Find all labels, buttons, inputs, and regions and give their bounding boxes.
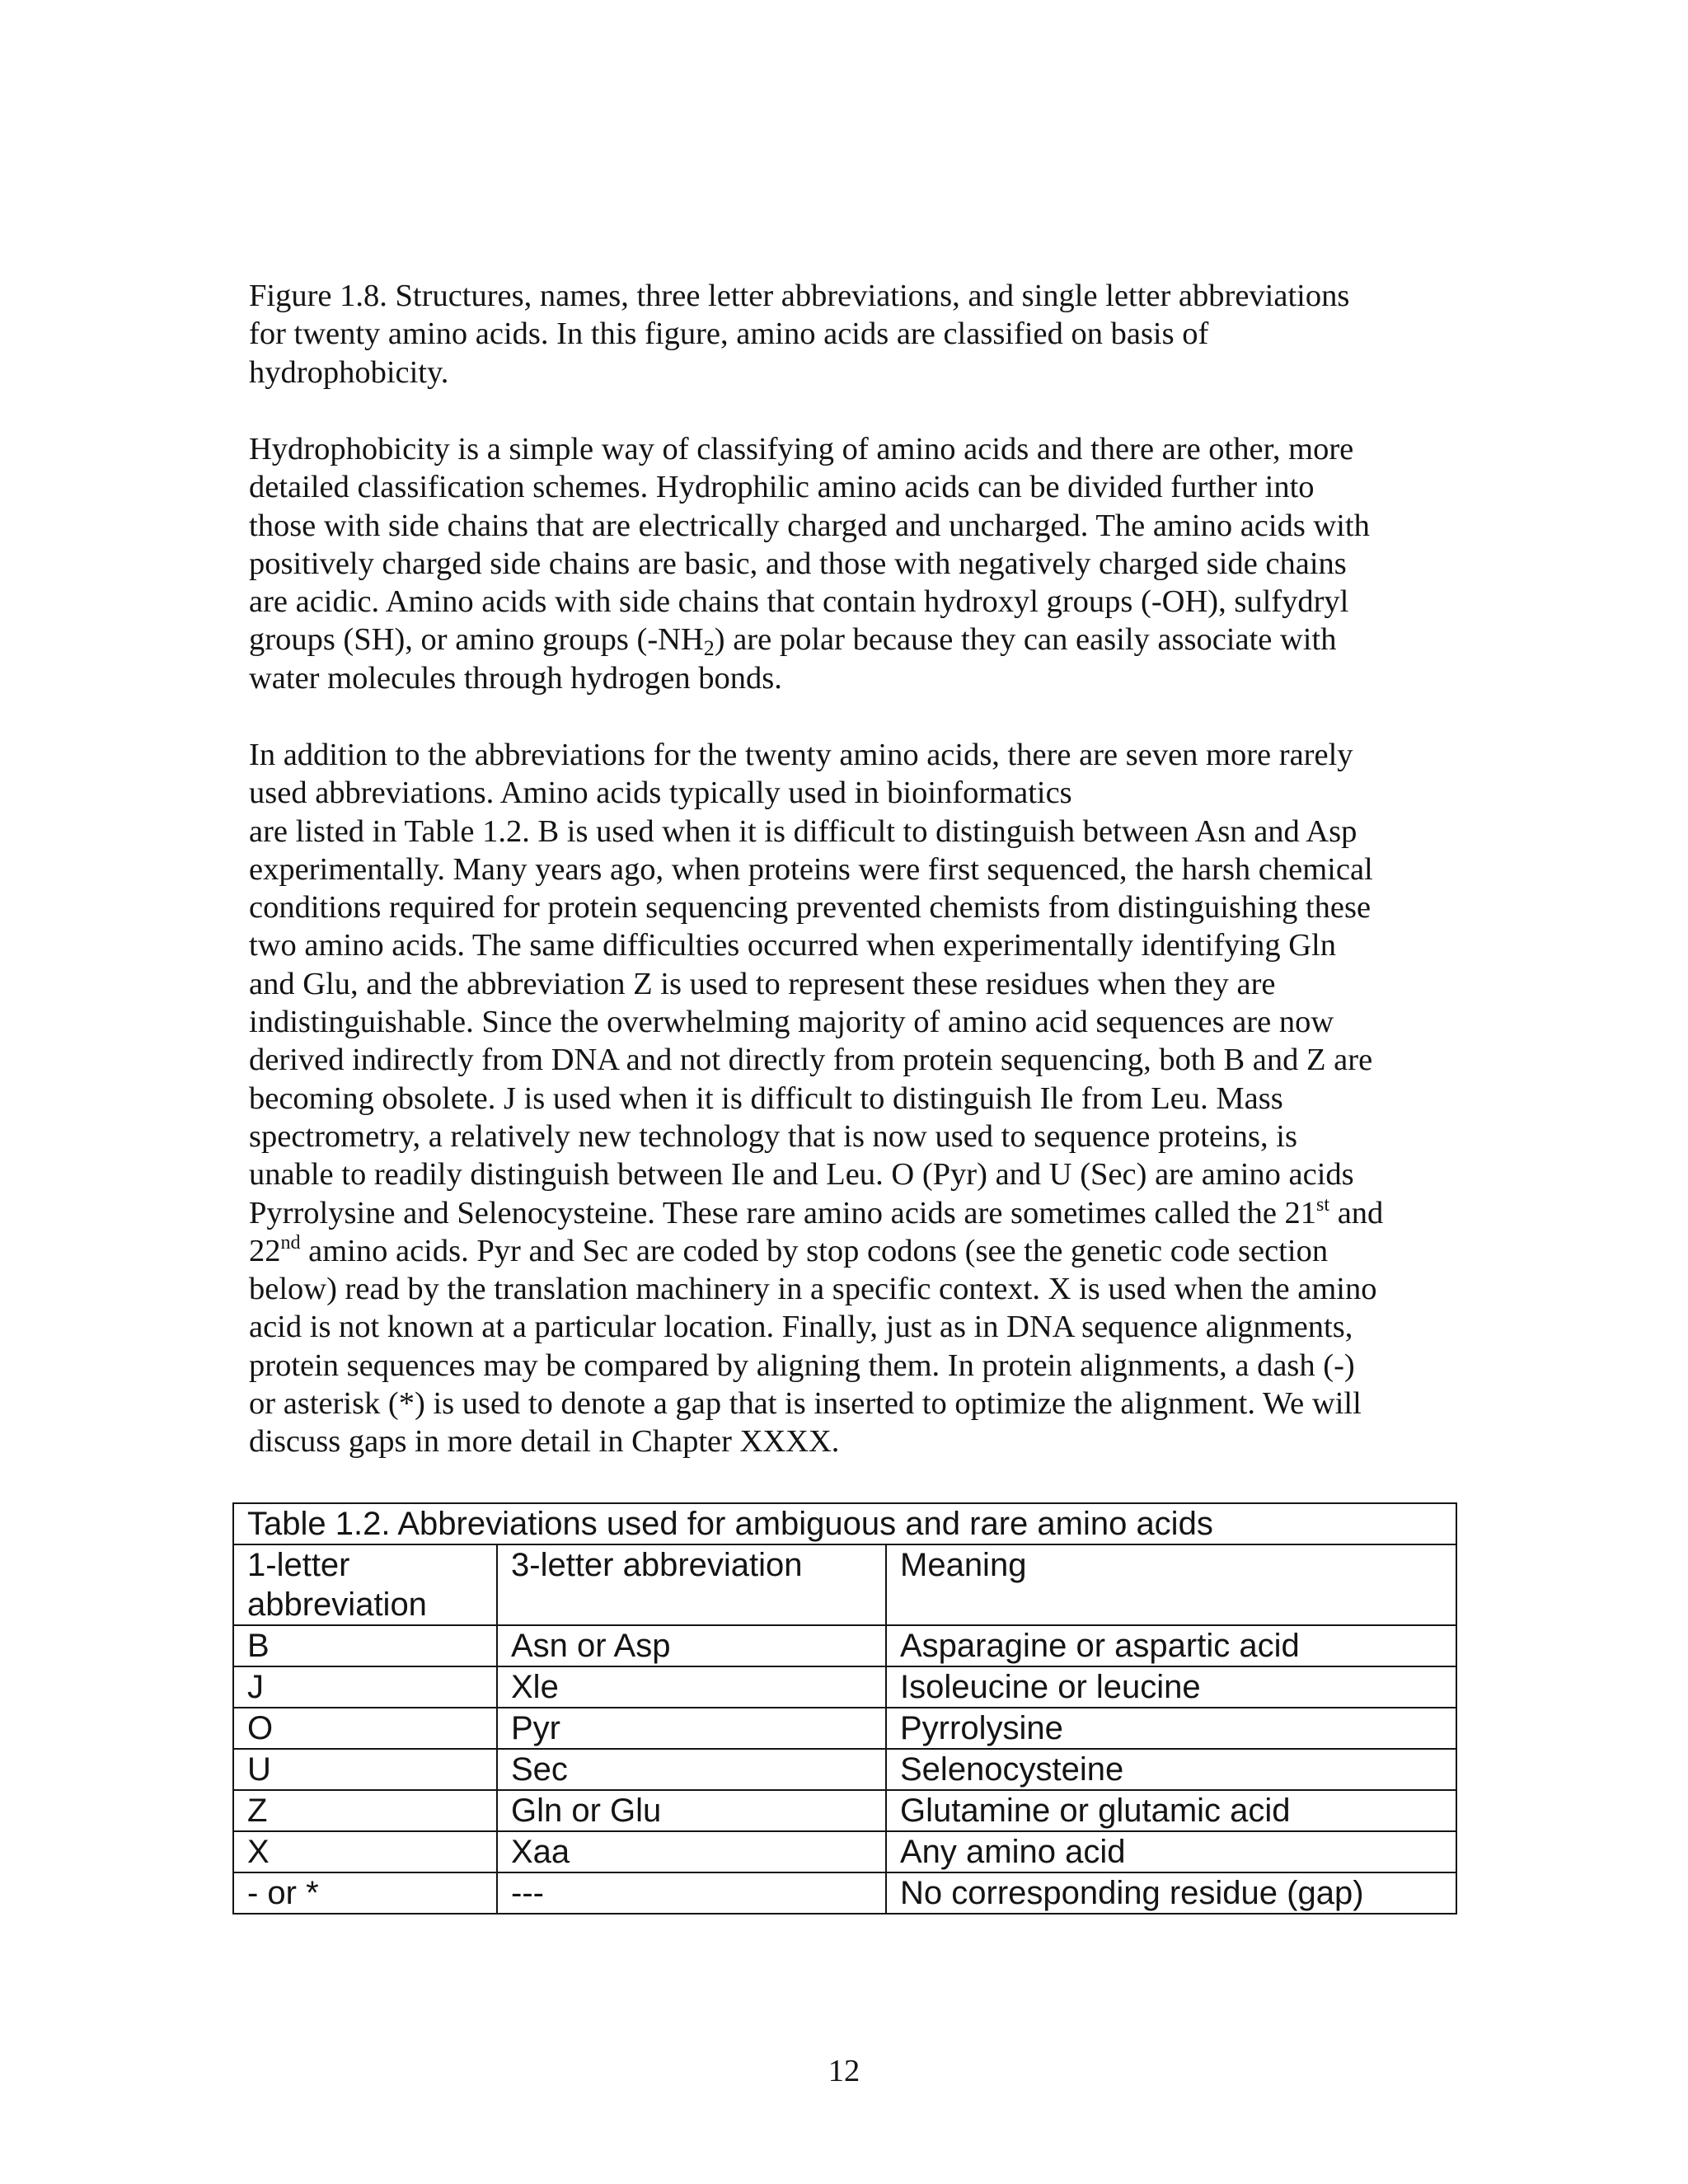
column-header-meaning: Meaning	[886, 1544, 1456, 1625]
table-cell: Any amino acid	[886, 1831, 1456, 1872]
nh2-text-after: ) are polar because they can easily associate with	[714, 622, 1337, 658]
table-cell: B	[233, 1625, 497, 1666]
paragraph-line: indistinguishable. Since the overwhelming majority of amino acid sequences are now	[249, 1005, 1334, 1040]
table-cell: U	[233, 1749, 497, 1790]
paragraph-line: below) read by the translation machinery in a specific context. X is used when the amino	[249, 1272, 1377, 1307]
paragraph-line: positively charged side chains are basic, and those with negatively charged side chains	[249, 546, 1347, 581]
paragraph-line	[249, 621, 1452, 661]
figure-caption	[249, 277, 1452, 391]
table-cell: J	[233, 1666, 497, 1708]
paragraph-line: are listed in Table 1.2. B is used when it is difficult to distinguish between Asn and Asp	[249, 813, 1357, 849]
table-cell: Glutamine or glutamic acid	[886, 1790, 1456, 1831]
paragraph-abbreviations	[249, 736, 1452, 1461]
table-cell: Selenocysteine	[886, 1749, 1456, 1790]
paragraph-line: unable to readily distinguish between Ile and Leu. O (Pyr) and U (Sec) are amino acids	[249, 1157, 1354, 1193]
paragraph-line: and Glu, and the abbreviation Z is used to represent these residues when they are	[249, 966, 1276, 1001]
paragraph-line	[249, 1232, 1452, 1270]
paragraph-line: detailed classification schemes. Hydrophilic amino acids can be divided further into	[249, 470, 1315, 505]
abbreviations-table	[232, 1502, 1457, 1915]
ordinal-text-after: amino acids. Pyr and Sec are coded by stop codons (see the genetic code section	[300, 1233, 1329, 1268]
table-cell: Asn or Asp	[497, 1625, 886, 1666]
table-row	[233, 1625, 1456, 1666]
table-header-row	[233, 1544, 1456, 1625]
paragraph-line: protein sequences may be compared by aligning them. In protein alignments, a dash (-)	[249, 1347, 1355, 1383]
ordinal-superscript: st	[1316, 1193, 1330, 1216]
nh2-text-before: groups (SH), or amino groups (-NH	[249, 622, 704, 658]
table-row	[233, 1831, 1456, 1872]
table-row	[233, 1749, 1456, 1790]
paragraph-line: Hydrophobicity is a simple way of classifying of amino acids and there are other, more	[249, 432, 1354, 466]
table-title: Table 1.2. Abbreviations used for ambiguous and rare amino acids	[233, 1503, 1456, 1544]
table-cell: Xle	[497, 1666, 886, 1708]
paragraph-line: water molecules through hydrogen bonds.	[249, 660, 782, 696]
table-cell: Isoleucine or leucine	[886, 1666, 1456, 1708]
paragraph-line: are acidic. Amino acids with side chains that contain hydroxyl groups (-OH), sulfydryl	[249, 584, 1349, 620]
table-cell: Gln or Glu	[497, 1790, 886, 1831]
ordinal-superscript: nd	[280, 1231, 301, 1254]
page-number: 12	[828, 2054, 860, 2088]
table-cell: Xaa	[497, 1831, 886, 1872]
paragraph-line: experimentally. Many years ago, when proteins were first sequenced, the harsh chemical	[249, 851, 1373, 887]
table-cell: Pyrrolysine	[886, 1708, 1456, 1749]
paragraph-line: used abbreviations. Amino acids typically used in bioinformatics	[249, 776, 1072, 811]
paragraph-line: derived indirectly from DNA and not directly from protein sequencing, both B and Z are	[249, 1043, 1373, 1078]
table-cell: Z	[233, 1790, 497, 1831]
ordinal-text-before: Pyrrolysine and Selenocysteine. These rare amino acids are sometimes called the 21	[249, 1195, 1317, 1230]
table-cell: Sec	[497, 1749, 886, 1790]
table-cell: Asparagine or aspartic acid	[886, 1625, 1456, 1666]
table-title-row	[233, 1503, 1456, 1544]
paragraph-line: discuss gaps in more detail in Chapter XXXX.	[249, 1424, 840, 1460]
caption-line: for twenty amino acids. In this figure, amino acids are classified on basis of	[249, 316, 1209, 352]
table-cell: O	[233, 1708, 497, 1749]
paragraph-line: spectrometry, a relatively new technology that is now used to sequence proteins, is	[249, 1118, 1297, 1154]
paragraph-hydrophobicity	[249, 430, 1452, 697]
paragraph-line: two amino acids. The same difficulties occurred when experimentally identifying Gln	[249, 928, 1336, 963]
table-row	[233, 1708, 1456, 1749]
table-row	[233, 1790, 1456, 1831]
paragraph-line: becoming obsolete. J is used when it is difficult to distinguish Ile from Leu. Mass	[249, 1080, 1283, 1116]
column-header-1-letter: 1-letter abbreviation	[233, 1544, 497, 1625]
table-cell: - or *	[233, 1872, 497, 1914]
table-row	[233, 1666, 1456, 1708]
paragraph-line: acid is not known at a particular location. Finally, just as in DNA sequence alignments,	[249, 1310, 1353, 1345]
paragraph-line: In addition to the abbreviations for the twenty amino acids, there are seven more rarely	[249, 738, 1353, 772]
caption-line: Figure 1.8. Structures, names, three letter abbreviations, and single letter abbreviations	[249, 279, 1350, 313]
table-cell: No corresponding residue (gap)	[886, 1872, 1456, 1914]
paragraph-line: those with side chains that are electrically charged and uncharged. The amino acids with	[249, 508, 1370, 543]
table-cell: Pyr	[497, 1708, 886, 1749]
table-cell: X	[233, 1831, 497, 1872]
paragraph-line: or asterisk (*) is used to denote a gap that is inserted to optimize the alignment. We will	[249, 1386, 1362, 1422]
ordinal-text-after: and	[1329, 1195, 1384, 1230]
table-cell: ---	[497, 1872, 886, 1914]
caption-line: hydrophobicity.	[249, 354, 449, 390]
ordinal-text-before: 22	[249, 1233, 281, 1268]
nh2-subscript: 2	[703, 636, 715, 661]
paragraph-line: conditions required for protein sequencing prevented chemists from distinguishing these	[249, 890, 1372, 926]
table-row	[233, 1872, 1456, 1914]
column-header-3-letter: 3-letter abbreviation	[497, 1544, 886, 1625]
paragraph-line	[249, 1194, 1452, 1232]
